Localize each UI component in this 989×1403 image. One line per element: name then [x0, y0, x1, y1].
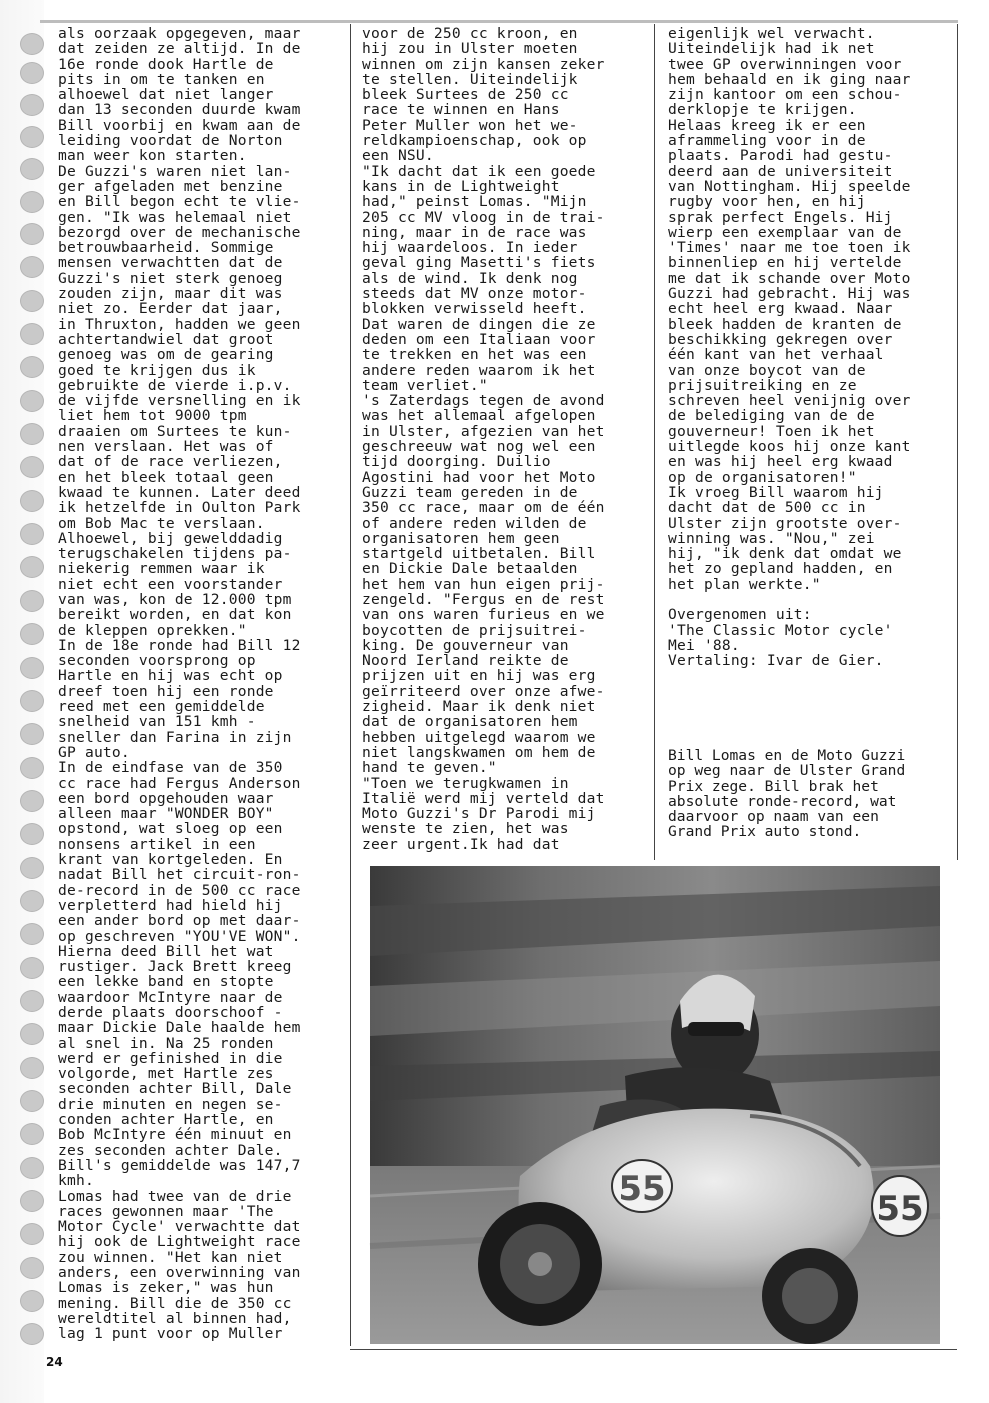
- binder-hole: [20, 690, 44, 712]
- frame-top-border: [40, 20, 958, 23]
- binder-hole: [20, 256, 44, 278]
- binder-hole: [20, 556, 44, 578]
- binder-hole: [20, 1023, 44, 1045]
- binder-hole: [20, 1223, 44, 1245]
- column-rule-1: [350, 24, 351, 1346]
- binder-hole: [20, 356, 44, 378]
- binder-hole: [20, 323, 44, 345]
- binder-hole: [20, 1157, 44, 1179]
- binder-hole: [20, 523, 44, 545]
- fairing-number-left: 55: [618, 1169, 666, 1209]
- binder-hole: [20, 823, 44, 845]
- binder-hole: [20, 1090, 44, 1112]
- binder-hole: [20, 158, 44, 180]
- binder-hole: [20, 623, 44, 645]
- article-column-2: voor de 250 cc kroon, en hij zou in Ulster moeten winnen om zijn kansen zeker te stellen. Uiteindelijk bleek Surtees de 250 cc race te winnen en Hans Peter Muller won het we- reldkampioenschap, ook op een NSU. "Ik dacht dat ik een goede kans in de Lightweight had," peinst Lomas. "Mijn 205 cc MV vloog in de trai- ning, maar in de race was hij waardeloos. In ieder geval ging Masetti's fiets als de wind. Ik denk nog steeds dat MV onze motor- blokken verwisseld heeft. Dat waren de dingen die ze deden om een Italiaan voor te trekken en het was een andere reden waarom ik het team verliet." 's Zaterdags tegen de avond was het allemaal afgelopen in Ulster, afgezien van het geschreeuw wat nog wel een tijd doorging. Duilio Agostini had voor het Moto Guzzi team gereden in de 350 cc race, maar om de één of andere reden wilden de organisatoren hem geen startgeld uitbetalen. Bill en Dickie Dale betaalden het hem van hun eigen prij- zengeld. "Fergus en de rest van ons waren furieus en we boycotten de prijsuitrei- king. De gouverneur van Noord Ierland reikte de prijzen uit en hij was erg geïrriteerd over onze afwe- zigheid. Maar ik denk niet dat de organisatoren hem hebben uitgelegd waarom we niet langskwamen om hem de hand te geven." "Toen we terugkwamen in Italië werd mij verteld dat Moto Guzzi's Dr Parodi mij wenste te zien, het was zeer urgent.Ik had dat: [362, 25, 605, 853]
- binder-hole: [20, 33, 44, 55]
- binder-hole: [20, 1123, 44, 1145]
- bottom-rule: [350, 1349, 957, 1350]
- binder-hole: [20, 456, 44, 478]
- binder-hole: [20, 790, 44, 812]
- fairing-number-right: 55: [876, 1189, 924, 1229]
- binder-hole: [20, 757, 44, 779]
- binder-hole: [20, 1323, 44, 1345]
- column-rule-3: [957, 24, 958, 860]
- page-number: 24: [46, 1355, 63, 1369]
- motorcycle-racer-photo: [370, 866, 940, 1344]
- binder-hole: [20, 1057, 44, 1079]
- binder-hole: [20, 857, 44, 879]
- binder-hole: [20, 94, 44, 116]
- binder-hole: [20, 590, 44, 612]
- binder-hole: [20, 290, 44, 312]
- binder-hole: [20, 191, 44, 213]
- column-rule-2: [654, 24, 655, 860]
- binder-hole: [20, 657, 44, 679]
- binder-hole: [20, 923, 44, 945]
- binder-hole: [20, 1290, 44, 1312]
- binder-hole: [20, 223, 44, 245]
- binder-hole: [20, 423, 44, 445]
- binder-hole: [20, 1190, 44, 1212]
- photo-illustration: [370, 866, 940, 1344]
- binder-hole: [20, 390, 44, 412]
- binder-hole: [20, 126, 44, 148]
- binder-hole: [20, 990, 44, 1012]
- article-column-1: als oorzaak opgegeven, maar dat zeiden ze altijd. In de 16e ronde dook Hartle de pits in om te tanken en alhoewel dat niet langer dan 13 seconden duurde kwam Bill voorbij en kwam aan de leiding voordat de Norton man weer kon starten. De Guzzi's waren niet lan- ger afgeladen met benzine en Bill begon echt te vlie- gen. "Ik was helemaal niet bezorgd over de mechanische betrouwbaarheid. Sommige mensen verwachtten dat de Guzzi's niet sterk genoeg zouden zijn, maar dit was niet zo. Eerder dat jaar, in Thruxton, hadden we geen achtertandwiel dat groot genoeg was om de gearing goed te krijgen dus ik gebruikte de vierde i.p.v. de vijfde versnelling en ik liet hem tot 9000 tpm draaien om Surtees te kun- nen verslaan. Het was of dat of de race verliezen, en het bleek totaal geen kwaad te kunnen. Later deed ik hetzelfde in Oulton Park om Bob Mac te verslaan. Alhoewel, bij gewelddadig terugschakelen tijdens pa- niekerig remmen waar ik niet echt een voorstander van was, kon de 12.000 tpm bereikt worden, en dat kon de kleppen oprekken." In de 18e ronde had Bill 12 seconden voorsprong op Hartle en hij was echt op dreef toen hij een ronde reed met een gemiddelde snelheid van 151 kmh - sneller dan Farina in zijn GP auto. In de eindfase van de 350 cc race had Fergus Anderson een bord opgehouden waar alleen maar "WONDER BOY" opstond, wat sloeg op een nonsens artikel in een krant van kortgeleden. En nadat Bill het circuit-ron- de-record in de 500 cc race verpletterd had hield hij een ander bord op met daar- op geschreven "YOU'VE WON". Hierna deed Bill het wat rustiger. Jack Brett kreeg een lekke band en stopte waardoor McIntyre naar de derde plaats doorschoof - maar Dickie Dale haalde hem al snel in. Na 25 ronden werd er gefinished in die volgorde, met Hartle zes seconden achter Bill, Dale drie minuten en negen se- conden achter Hartle, en Bob McIntyre één minuut en zes seconden achter Dale. Bill's gemiddelde was 147,7 kmh. Lomas had twee van de drie races gewonnen maar 'The Motor Cycle' verwachtte dat hij ook de Lightweight race zou winnen. "Het kan niet anders, een overwinning van Lomas is zeker," was hun mening. Bill die de 350 cc wereldtitel al binnen had, lag 1 punt voor op Muller: [58, 25, 301, 1343]
- article-column-3: eigenlijk wel verwacht. Uiteindelijk had ik net twee GP overwinningen voor hem behaald en ik ging naar zijn kantoor om een schou- derklopje te krijgen. Helaas kreeg ik er een aframmeling voor in de plaats. Parodi had gestu- deerd aan de universiteit van Nottingham. Hij speelde rugby voor hen, en hij sprak perfect Engels. Hij wierp een exemplaar van de 'Times' naar me toe toen ik binnenliep en hij vertelde me dat ik schande over Moto Guzzi had gebracht. Hij was echt heel erg kwaad. Naar bleek hadden de kranten de beschikking gekregen over één kant van het verhaal van onze boycot van de prijsuitreiking en ze schreven heel venijnig over de belediging van de de gouverneur! Toen ik het uitlegde koos hij onze kant en was hij heel erg kwaad op de organisatoren!" Ik vroeg Bill waarom hij dacht dat de 500 cc in Ulster zijn grootste over- winning was. "Nou," zei hij, "ik denk dat omdat we het zo gepland hadden, en het plan werkte." Overgenomen uit: 'The Classic Motor cycle' Mei '88. Vertaling: Ivar de Gier.: [668, 25, 911, 670]
- binder-hole: [20, 890, 44, 912]
- binder-hole: [20, 62, 44, 84]
- binder-strip: [0, 0, 44, 1403]
- binder-hole: [20, 957, 44, 979]
- binder-hole: [20, 1257, 44, 1279]
- binder-hole: [20, 490, 44, 512]
- photo-caption: Bill Lomas en de Moto Guzzi op weg naar de Ulster Grand Prix zege. Bill brak het absolute ronde-record, wat daarvoor op naam van een Grand Prix auto stond.: [668, 747, 906, 841]
- binder-hole: [20, 723, 44, 745]
